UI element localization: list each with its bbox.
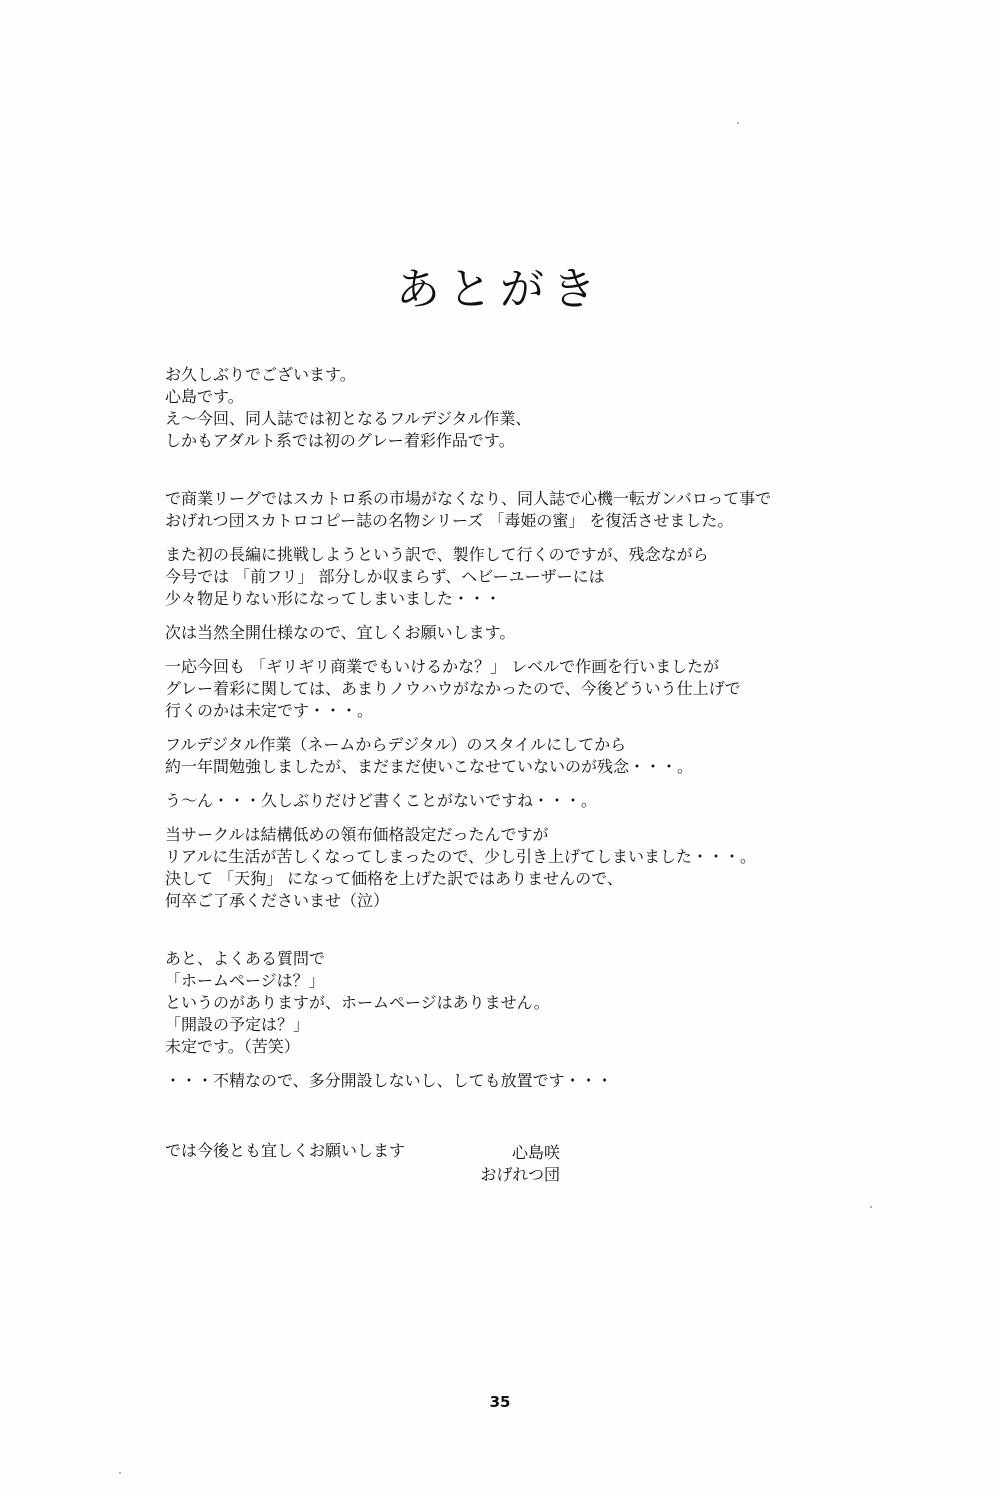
text-line: グレー着彩に関しては、あまりノウハウがなかったので、今後どういう仕上げで: [165, 679, 741, 698]
text-line: ・・・不精なので、多分開設しないし、しても放置です・・・: [165, 1071, 613, 1090]
afterword-body: [165, 364, 885, 1162]
text-line: 次は当然全開仕様なので、宜しくお願いします。: [165, 623, 516, 642]
text-line: 今号では 「前フリ」 部分しか収まらず、ヘビーユーザーには: [165, 567, 605, 586]
text-line: 「ホームページは？」: [165, 971, 325, 990]
scan-speck: [870, 1206, 872, 1208]
text-line: 心島です。: [165, 387, 244, 406]
scan-speck: [737, 122, 739, 124]
text-line: 何卒ご了承くださいませ（泣）: [165, 891, 390, 910]
text-line: しかもアダルト系では初のグレー着彩作品です。: [165, 431, 515, 450]
paragraph-pricing: [165, 824, 885, 912]
text-line: では今後とも宜しくお願いします: [165, 1141, 406, 1160]
paragraph-drawing: [165, 656, 885, 722]
text-line: また初の長編に挑戦しようという訳で、製作して行くのですが、残念ながら: [165, 545, 709, 564]
paragraph-long-series: [165, 544, 885, 610]
text-line: 決して 「天狗」 になって価格を上げた訳ではありませんので、: [165, 869, 623, 888]
circle-name: おげれつ団: [480, 1165, 560, 1184]
text-line: 約一年間勉強しましたが、まだまだ使いこなせていないのが残念・・・。: [165, 757, 694, 776]
signature: [460, 1142, 560, 1186]
text-line: う～ん・・・久しぶりだけど書くことがないですね・・・。: [165, 791, 598, 810]
scan-speck: [119, 1472, 121, 1474]
text-line: 行くのかは未定です・・・。: [165, 701, 374, 720]
author-name: 心島咲: [511, 1143, 560, 1162]
text-line: おげれつ団スカトロコピー誌の名物シリーズ 「毒姫の蜜」 を復活させました。: [165, 511, 734, 530]
page-title: あとがき: [396, 264, 604, 315]
text-line: で商業リーグではスカトロ系の市場がなくなり、同人誌で心機一転ガンバロって事で: [165, 489, 772, 508]
paragraph-next: [165, 622, 885, 644]
text-line: あと、よくある質問で: [165, 949, 326, 968]
text-line: 未定です。（苦笑）: [165, 1037, 300, 1056]
text-line: 「開設の予定は？」: [165, 1015, 310, 1034]
text-line: え～今回、同人誌では初となるフルデジタル作業、: [165, 409, 532, 428]
text-line: というのがありますが、ホームページはありません。: [165, 993, 550, 1012]
paragraph-faq: [165, 948, 885, 1058]
text-line: 少々物足りない形になってしまいました・・・: [165, 589, 502, 608]
text-line: お久しぶりでございます。: [165, 365, 356, 384]
text-line: 一応今回も 「ギリギリ商業でもいけるかな？」 レベルで作画を行いましたが: [165, 657, 720, 676]
paragraph-digital: [165, 734, 885, 778]
text-line: フルデジタル作業（ネームからデジタル）のスタイルにしてから: [165, 735, 627, 754]
paragraph-nothing-to-write: [165, 790, 885, 812]
paragraph-greeting: [165, 364, 885, 452]
paragraph-series: [165, 488, 885, 532]
page-number: 35: [489, 1393, 511, 1411]
paragraph-lazy: [165, 1070, 885, 1092]
text-line: リアルに生活が苦しくなってしまったので、少し引き上げてしまいました・・・。: [165, 847, 757, 866]
text-line: 当サークルは結構低めの領布価格設定だったんですが: [165, 825, 549, 844]
